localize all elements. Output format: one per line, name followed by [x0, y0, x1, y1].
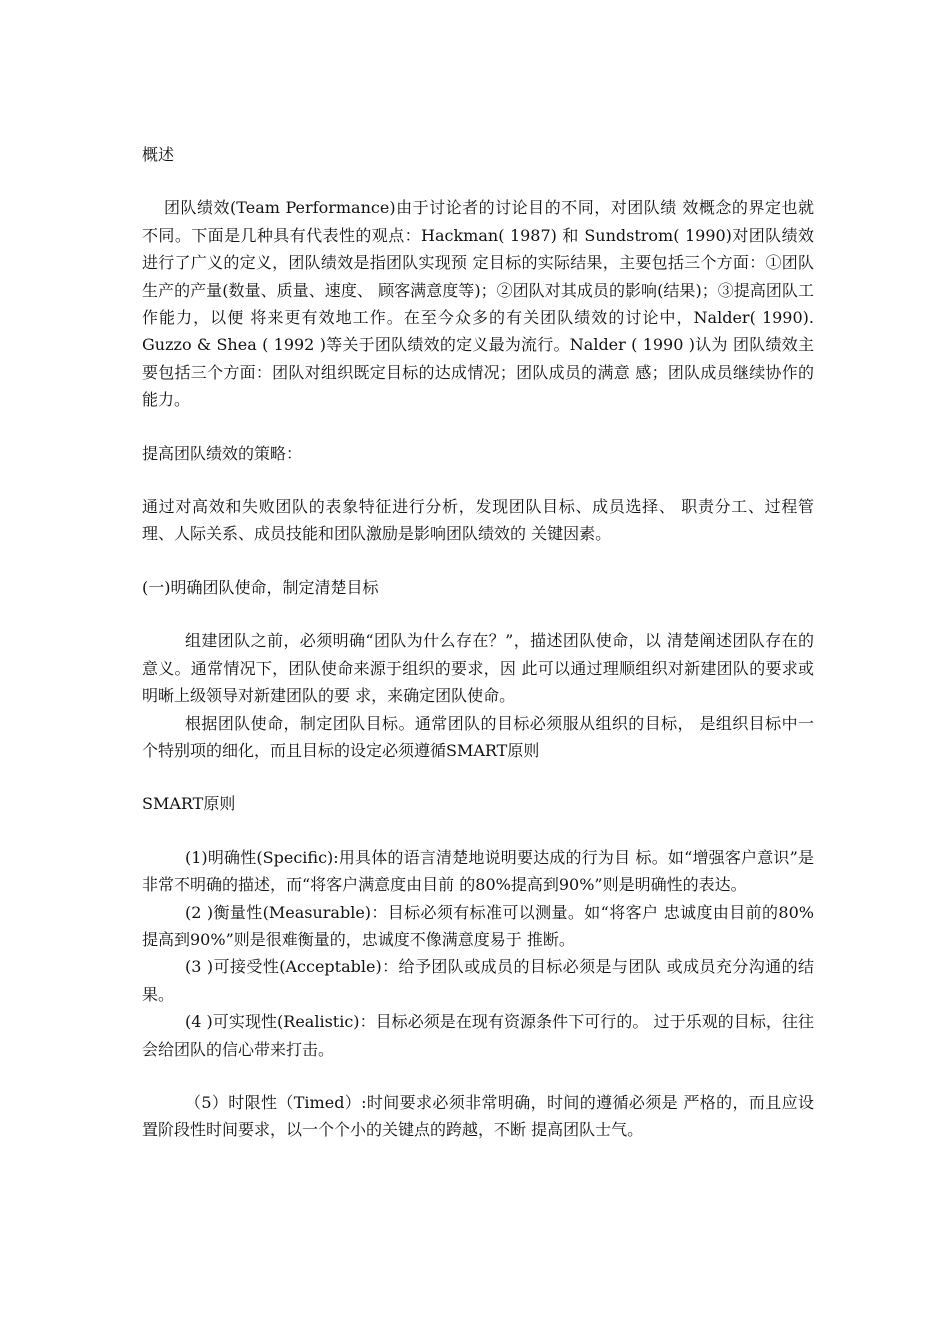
smart-heading: SMART原则	[142, 794, 236, 814]
strategy-paragraph: 通过对高效和失败团队的表象特征进行分析，发现团队目标、成员选择、 职责分工、过程管理、人际关系、成员技能和团队激励是影响团队绩效的 关键因素。	[142, 497, 814, 544]
document-body	[142, 141, 814, 1144]
smart-item-1: (1)明确性(Specific):用具体的语言清楚地说明要达成的行为目 标。如“增强客户意识”是非常不明确的描述，而“将客户满意度由目前 的80%提高到90%”则是明确性的表达。	[142, 847, 814, 895]
section1-paragraph-2: 根据团队使命，制定团队目标。通常团队的目标必须服从组织的目标， 是组织目标中一个特别项的细化，而且目标的设定必须遵循SMART原则	[142, 713, 814, 760]
overview-paragraph: 团队绩效(Team Performance)由于讨论者的讨论目的不同，对团队绩 效概念的界定也就不同。下面是几种具有代表性的观点：Hackman( 1987) 和 Sundstrom( 1990)对团队绩效进行了广义的定义，团队绩效是指团队实现预 定目标的实际结果，主要包括三个方面：①团队生产的产量(数量、质量、速度、 顾客满意度等)；②团队对其成员的影响(结果)；③提高团队工作能力，以便 将来更有效地工作。在至今众多的有关团队绩效的讨论中，Nalder( 1990). Guzzo & Shea ( 1992 )等关于团队绩效的定义最为流行。Nalder ( 1990 )认为 团队绩效主要包括三个方面：团队对组织既定目标的达成情况；团队成员的满意 感；团队成员继续协作的能力。	[142, 198, 814, 410]
smart-item-3: (3 )可接受性(Acceptable)：给予团队或成员的目标必须是与团队 或成员充分沟通的结果。	[142, 957, 814, 1004]
smart-item-4: (4 )可实现性(Realistic)：目标必须是在现有资源条件下可行的。 过于乐观的目标，往往会给团队的信心带来打击。	[142, 1012, 814, 1059]
smart-item-2: (2 )衡量性(Measurable)：目标必须有标准可以测量。如“将客户 忠诚度由目前的80%提高到90%”则是很难衡量的，忠诚度不像满意度易于 推断。	[142, 902, 814, 949]
strategy-heading: 提高团队绩效的策略：	[142, 443, 303, 463]
overview-heading: 概述	[142, 145, 175, 164]
section1-heading: (一)明确团队使命，制定清楚目标	[142, 577, 379, 597]
smart-item-5: （5）时限性（Timed）:时间要求必须非常明确，时间的遵循必须是 严格的，而且应设置阶段性时间要求，以一个个小的关键点的跨越，不断 提高团队士气。	[142, 1092, 814, 1140]
section1-paragraph-1: 组建团队之前，必须明确“团队为什么存在？”，描述团队使命，以 清楚阐述团队存在的意义。通常情况下，团队使命来源于组织的要求，因 此可以通过理顺组织对新建团队的要求或明晰上级领导对新建团队的要 求，来确定团队使命。	[142, 631, 814, 706]
